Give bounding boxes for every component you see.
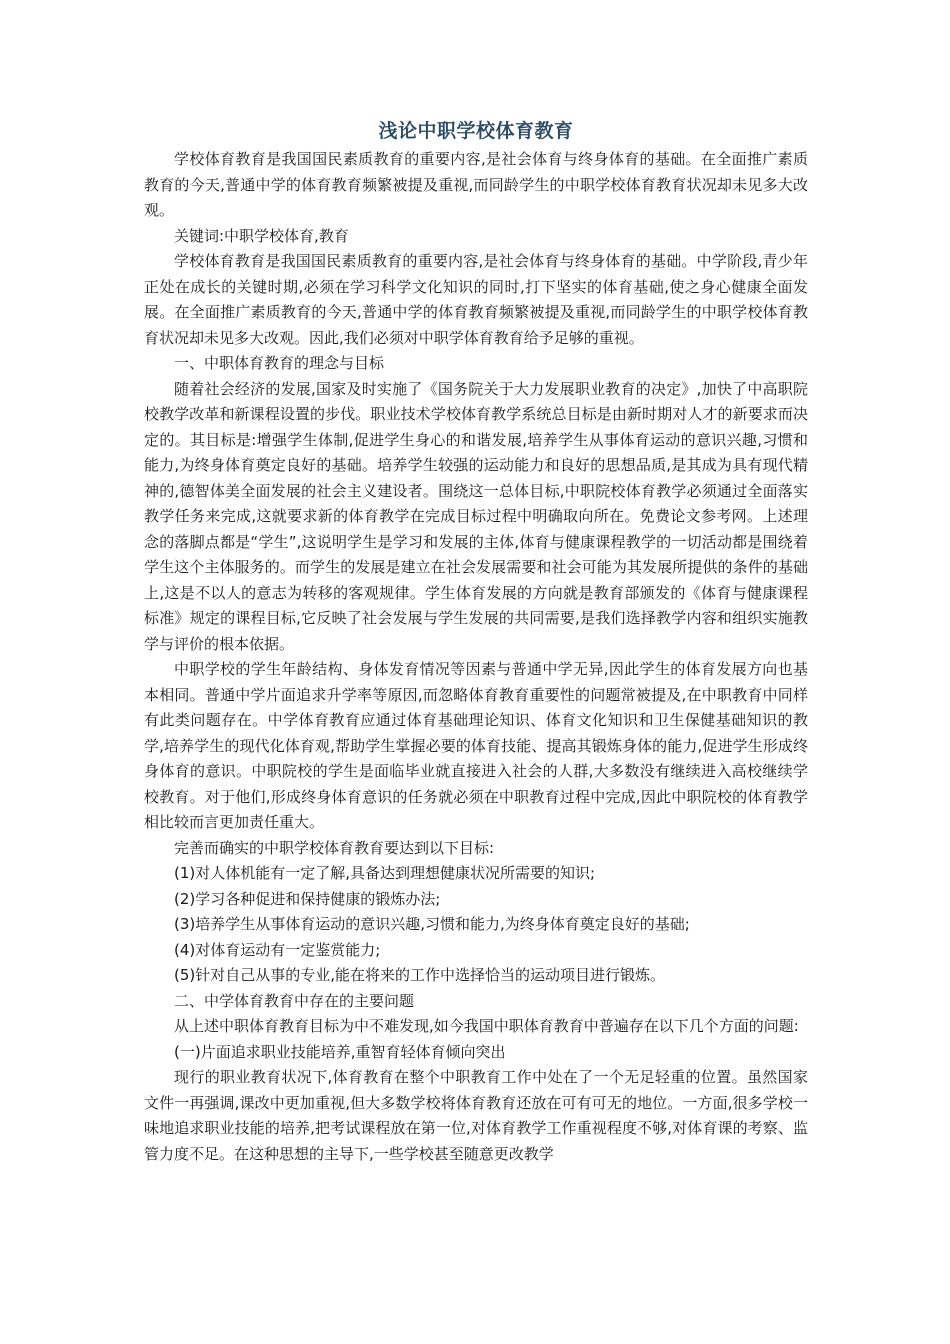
paragraph-body: 从上述中职体育教育目标为中不难发现,如今我国中职体育教育中普遍存在以下几个方面的问题: (174, 1017, 799, 1035)
subsection-heading: (一)片面追求职业技能培养,重智育轻体育倾向突出 (174, 1042, 506, 1061)
paragraph-body: 中职学校的学生年龄结构、身体发育情况等因素与普通中学无异,因此学生的体育发展方向也基本相同。普通中学片面追求升学率等原因,而忽略体育教育重要性的问题常被提及,在中职教育中同样有此类问题存在。中学体育教育应通过体育基础理论知识、体育文化知识和卫生保健基础知识的教学,培养学生的现代化体育观,帮助学生掌握必要的体育技能、提高其锻炼身体的能力,促进学生形成终身体育的意识。中职院校的学生是面临毕业就直接进入社会的人群,大多数没有继续进入高校继续学校教育。对于他们,形成终身体育意识的任务就必须在中职教育过程中完成,因此中职院校的体育教学相比较而言更加责任重大。 (144, 660, 808, 831)
paragraph-abstract: 学校体育教育是我国国民素质教育的重要内容,是社会体育与终身体育的基础。在全面推广素质教育的今天,普通中学的体育教育频繁被提及重视,而同龄学生的中职学校体育教育状况却未见多大改观。 (144, 150, 808, 219)
list-item: (1)对人体机能有一定了解,具备达到理想健康状况所需要的知识; (174, 864, 596, 882)
paragraph-body: 随着社会经济的发展,国家及时实施了《国务院关于大力发展职业教育的决定》,加快了中高职院校教学改革和新课程设置的步伐。职业技术学校体育教学系统总目标是由新时期对人才的新要求而决定的。其目标是:增强学生体制,促进学生身心的和谐发展,培养学生从事体育运动的意识兴趣,习惯和能力,为终身体育奠定良好的基础。培养学生较强的运动能力和良好的思想品质,是其成为具有现代精神的,德智体美全面发展的社会主义建设者。围绕这一总体目标,中职院校体育教学必须通过全面落实教学任务来完成,这就要求新的体育教学在完成目标过程中明确取向所在。免费论文参考网。上述理念的落脚点都是“学生”,这说明学生是学习和发展的主体,体育与健康课程教学的一切活动都是围绕着学生这个主体服务的。而学生的发展是建立在社会发展需要和社会可能为其发展所提供的条件的基础上,这是不以人的意志为转移的客观规律。学生体育发展的方向就是教育部颁发的《体育与健康课程标准》规定的课程目标,它反映了社会发展与学生发展的共同需要,是我们选择教学内容和组织实施教学与评价的根本依据。 (144, 379, 808, 653)
list-item: (5)针对自己从事的专业,能在将来的工作中选择恰当的运动项目进行锻炼。 (174, 966, 666, 984)
section-heading-2: 二、中学体育教育中存在的主要问题 (174, 991, 415, 1010)
paragraph-body: 现行的职业教育状况下,体育教育在整个中职教育工作中处在了一个无足轻重的位置。虽然国家文件一再强调,课改中更加重视,但大多数学校将体育教育还放在可有可无的地位。一方面,很多学校一味地追求职业技能的培养,把考试课程放在第一位,对体育教学工作重视程度不够,对体育课的考察、监管力度不足。在这种思想的主导下,一些学校甚至随意更改教学 (144, 1068, 808, 1163)
list-item: (4)对体育运动有一定鉴赏能力; (174, 940, 381, 959)
document-page (144, 116, 808, 1167)
section-heading-1: 一、中职体育教育的理念与目标 (174, 354, 385, 372)
paragraph-intro: 学校体育教育是我国国民素质教育的重要内容,是社会体育与终身体育的基础。中学阶段,青少年正处在成长的关键时期,必须在学习科学文化知识的同时,打下坚实的体育基础,使之身心健康全面发展。在全面推广素质教育的今天,普通中学的体育教育频繁被提及重视,而同龄学生的中职学校体育教育状况却未见多大改观。因此,我们必须对中职学体育教育给予足够的重视。 (144, 252, 808, 347)
paragraph-keywords: 关键词:中职学校体育,教育 (174, 226, 349, 245)
list-item: (3)培养学生从事体育运动的意识兴趣,习惯和能力,为终身体育奠定良好的基础; (174, 915, 690, 933)
document-title: 浅论中职学校体育教育 (378, 120, 574, 142)
paragraph-body: 完善而确实的中职学校体育教育要达到以下目标: (174, 838, 495, 857)
list-item: (2)学习各种促进和保持健康的锻炼办法; (174, 889, 441, 908)
